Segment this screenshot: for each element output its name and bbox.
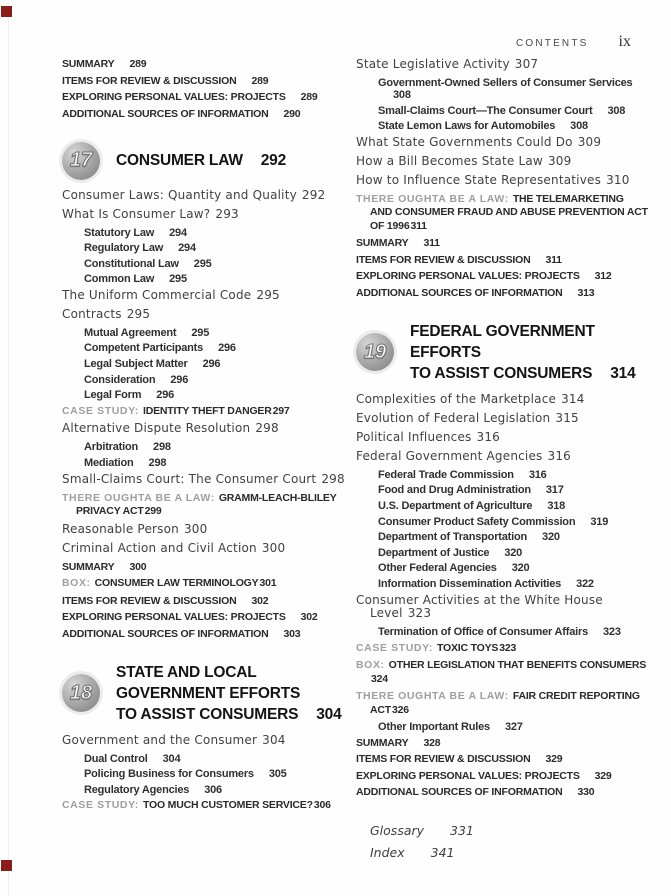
toc-entry [356, 412, 656, 426]
page-number: 303 [283, 627, 301, 640]
page-number: 298 [148, 456, 167, 469]
toc-entry-text: State Legislative Activity [356, 57, 510, 71]
toc-entry [356, 155, 656, 169]
toc-entry [356, 270, 656, 282]
page-number: 293 [215, 206, 239, 221]
toc-entry [356, 753, 656, 765]
toc-entry [62, 208, 350, 222]
toc-entry-text: Criminal Action and Civil Action [62, 540, 257, 555]
toc-entry [356, 737, 656, 749]
toc-entry-text: The Uniform Commercial Code [62, 287, 252, 302]
page-number: 311 [545, 253, 562, 266]
page-number: 289 [251, 74, 269, 87]
page-number: 296 [202, 358, 221, 371]
toc-entry [62, 342, 350, 354]
chapter-title-text: TO ASSIST CONSUMERS [410, 364, 593, 382]
toc-entry-text: Government-Owned Sellers of Consumer Services [378, 77, 633, 89]
toc-entry [356, 547, 656, 559]
page-number: 301 [259, 577, 277, 590]
page-number: 294 [178, 242, 196, 255]
page-number: 318 [547, 499, 566, 512]
toc-column-right [356, 58, 656, 868]
page-number: 319 [590, 515, 609, 528]
toc-entry-text: Federal Government Agencies [356, 448, 543, 463]
backmatter-title: Index [370, 845, 405, 861]
page-number: 329 [545, 753, 563, 766]
toc-entry-text: Small-Claims Court—The Consumer Court [378, 104, 593, 117]
page-number: 290 [283, 107, 301, 120]
toc-entry-text: IDENTITY THEFT DANGER [143, 404, 272, 417]
toc-entry [62, 523, 350, 537]
contents-running-head: CONTENTS [515, 38, 589, 49]
page-number: 323 [499, 641, 517, 654]
backmatter-title: Glossary [370, 823, 425, 839]
toc-entry-text: Consumer Laws: Quantity and Quality [62, 187, 297, 202]
toc-entry-text: ITEMS FOR REVIEW & DISCUSSION [356, 253, 531, 266]
toc-entry [62, 258, 350, 270]
toc-entry [356, 237, 656, 249]
toc-entry [62, 108, 350, 120]
toc-entry [62, 308, 350, 322]
toc-entry-text: Consideration [84, 373, 156, 386]
toc-entry [62, 561, 350, 573]
page-number: 314 [610, 364, 636, 382]
toc-entry-labeled [356, 659, 656, 686]
folio-page-number: ix [618, 33, 631, 50]
toc-entry [62, 734, 350, 748]
chapter-title [116, 662, 342, 725]
page-number: 296 [218, 342, 236, 355]
page-number: 322 [576, 577, 594, 590]
toc-entry-text: Other Important Rules [378, 721, 490, 734]
page-number: 309 [547, 153, 572, 168]
section-label: BOX: [356, 659, 385, 672]
toc-entry-text: Small-Claims Court: The Consumer Court [62, 471, 317, 486]
toc-entry-labeled [356, 690, 656, 717]
chapter-title-text: GOVERNMENT EFFORTS [116, 684, 301, 702]
toc-entry-labeled [62, 577, 350, 591]
corner-mark-bottom [1, 860, 12, 871]
toc-entry-text: THE TELEMARKETING [512, 192, 624, 205]
chapter-number-badge [62, 142, 100, 180]
toc-entry [62, 374, 350, 386]
toc-entry-text: TOO MUCH CUSTOMER SERVICE? [143, 799, 313, 812]
chapter-title-text: FEDERAL GOVERNMENT EFFORTS [410, 322, 595, 361]
toc-entry [62, 457, 350, 469]
toc-entry-text: State Lemon Laws for Automobiles [378, 120, 556, 133]
toc-entry-text: Government and the Consumer [62, 732, 258, 747]
page-number: 304 [262, 732, 286, 747]
toc-entry-text: How to Influence State Representatives [356, 172, 602, 187]
toc-entry-text: AND CONSUMER FRAUD AND ABUSE PREVENTION ACT [370, 206, 648, 219]
chapter-number-badge [62, 674, 100, 712]
toc-entry-text: EXPLORING PERSONAL VALUES: PROJECTS [356, 769, 580, 782]
page-number: 316 [547, 448, 572, 463]
toc-entry-text: Other Federal Agencies [378, 562, 497, 575]
toc-entry-text: SUMMARY [356, 237, 409, 250]
toc-entry-text: Legal Form [84, 389, 142, 402]
chapter-heading-17 [62, 142, 350, 180]
toc-entry [356, 120, 656, 132]
page-number: 292 [260, 152, 287, 169]
toc-column-left [62, 58, 350, 817]
page-number: 299 [144, 505, 162, 518]
chapter-title-text: STATE AND LOCAL [116, 663, 257, 681]
page-number: 298 [153, 441, 171, 454]
toc-entry [62, 422, 350, 436]
page-number: 324 [371, 672, 388, 685]
toc-entry [356, 105, 656, 117]
toc-entry-text: Mutual Agreement [84, 326, 177, 339]
toc-entry [62, 595, 350, 607]
page-number: 296 [156, 389, 175, 402]
chapter-title [116, 150, 286, 171]
toc-entry-text: ITEMS FOR REVIEW & DISCUSSION [62, 594, 237, 607]
section-label: THERE OUGHTA BE A LAW: [62, 491, 215, 504]
toc-entry-text: Contracts [62, 306, 122, 321]
page-number: 311 [423, 237, 440, 250]
toc-entry-text: SUMMARY [356, 736, 409, 749]
toc-entry-text: Information Dissemination Activities [378, 577, 562, 590]
toc-entry [356, 431, 656, 445]
toc-entry-text: Regulatory Law [84, 242, 164, 255]
page-number: 294 [169, 226, 187, 239]
toc-entry [62, 542, 350, 556]
page-number: 320 [504, 546, 523, 559]
toc-entry-text: Department of Justice [378, 546, 490, 559]
toc-entry [62, 628, 350, 640]
toc-entry [62, 768, 350, 780]
toc-entry [62, 389, 350, 401]
page-number: 315 [555, 410, 579, 425]
page-header [516, 33, 631, 51]
page-number: 297 [272, 404, 290, 417]
toc-entry-text: Termination of Office of Consumer Affairs [378, 626, 588, 639]
toc-entry-text: Political Influences [356, 429, 472, 444]
chapter-title-text: CONSUMER LAW [116, 152, 243, 169]
chapter-title [410, 321, 656, 384]
toc-entry [356, 594, 656, 621]
toc-entry [62, 358, 350, 370]
toc-entry [62, 75, 350, 87]
toc-entry-labeled [62, 405, 350, 419]
toc-entry-text: Federal Trade Commission [378, 468, 514, 481]
toc-entry-text: Consumer Product Safety Commission [378, 515, 576, 528]
toc-entry [356, 578, 656, 590]
page-number: 330 [577, 786, 595, 799]
toc-entry-text: Evolution of Federal Legislation [356, 410, 551, 425]
section-label: CASE STUDY: [356, 641, 433, 654]
toc-entry-text: Complexities of the Marketplace [356, 391, 557, 406]
toc-entry-text: Common Law [84, 273, 155, 286]
toc-entry-text: ACT [370, 703, 391, 716]
page-number: 304 [316, 705, 342, 723]
toc-entry [356, 254, 656, 266]
toc-entry [356, 393, 656, 407]
toc-entry [356, 770, 656, 782]
toc-entry-text: CONSUMER LAW TERMINOLOGY [94, 577, 259, 590]
page-number: 289 [300, 91, 318, 103]
section-label: THERE OUGHTA BE A LAW: [356, 192, 509, 205]
toc-entry [356, 516, 656, 528]
toc-entry [62, 242, 350, 254]
section-label: CASE STUDY: [62, 799, 139, 812]
page-number: 328 [423, 736, 441, 749]
page-number: 298 [321, 471, 345, 486]
toc-entry [356, 136, 656, 150]
toc-entry-text: Regulatory Agencies [84, 783, 190, 796]
toc-entry [62, 58, 350, 70]
chapter-number-badge [356, 333, 394, 371]
page-number: 304 [162, 752, 181, 765]
toc-entry-labeled [356, 642, 656, 656]
toc-entry-text: Constitutional Law [84, 257, 179, 270]
toc-entry [356, 469, 656, 481]
page-number: 302 [251, 594, 269, 607]
toc-entry-text: Level [370, 606, 403, 621]
toc-entry-text: ADDITIONAL SOURCES OF INFORMATION [62, 627, 269, 640]
section-label: BOX: [62, 577, 91, 590]
page-number: 295 [191, 326, 210, 339]
page-number: 341 [430, 845, 455, 861]
page-number: 295 [126, 306, 151, 321]
toc-entry [356, 786, 656, 798]
toc-entry-text: SUMMARY [62, 58, 115, 70]
page-number: 316 [528, 468, 547, 481]
section-label: CASE STUDY: [62, 404, 139, 417]
toc-entry [356, 450, 656, 464]
toc-entry-text: Mediation [84, 456, 134, 469]
toc-entry [356, 77, 656, 101]
toc-entry [62, 784, 350, 796]
toc-entry [62, 273, 350, 285]
toc-entry-text: Consumer Activities at the White House [356, 592, 603, 607]
page-number: 300 [183, 521, 208, 536]
page-number: 329 [594, 769, 612, 782]
page-number: 320 [542, 531, 560, 544]
toc-entry [356, 531, 656, 543]
toc-entry-text: Arbitration [84, 441, 139, 454]
page-number: 309 [577, 134, 602, 149]
toc-entry-text: EXPLORING PERSONAL VALUES: PROJECTS [62, 91, 286, 103]
section-label: THERE OUGHTA BE A LAW: [356, 690, 509, 703]
page-number: 313 [577, 286, 595, 299]
toc-entry [356, 562, 656, 574]
chapter-number: 17 [69, 149, 93, 171]
toc-entry-text: OF 1996 [370, 219, 410, 232]
toc-entry [356, 721, 656, 733]
page-number: 312 [594, 270, 612, 283]
page-number: 300 [261, 540, 286, 555]
toc-entry [356, 58, 656, 72]
toc-entry-text: GRAMM-LEACH-BLILEY [218, 491, 337, 504]
toc-entry-text: SUMMARY [62, 560, 115, 573]
toc-entry [62, 91, 350, 103]
toc-entry-text: TOXIC TOYS [437, 641, 499, 654]
page-number: 320 [511, 562, 530, 575]
corner-mark-top [1, 6, 12, 17]
page-number: 295 [169, 273, 187, 286]
scan-edge-line [8, 0, 9, 896]
toc-entry-text: Reasonable Person [62, 521, 179, 536]
toc-entry-text: How a Bill Becomes State Law [356, 153, 543, 168]
toc-entry-text: ADDITIONAL SOURCES OF INFORMATION [62, 107, 269, 120]
toc-entry-text: Department of Transportation [378, 531, 528, 544]
page-number: 306 [204, 783, 222, 796]
page-number: 311 [410, 219, 427, 232]
toc-entry-text: FAIR CREDIT REPORTING [512, 690, 640, 703]
chapter-title-text: TO ASSIST CONSUMERS [116, 705, 299, 723]
page-number: 317 [545, 484, 564, 497]
page-number: 308 [393, 89, 411, 101]
page-number: 308 [570, 120, 588, 133]
page-number: 289 [129, 58, 147, 70]
toc-entry [62, 327, 350, 339]
backmatter-entry [356, 824, 656, 838]
toc-entry [62, 611, 350, 623]
toc-entry-text: ADDITIONAL SOURCES OF INFORMATION [356, 286, 563, 299]
page-number: 298 [255, 421, 279, 436]
page-number: 308 [607, 104, 626, 117]
toc-entry-text: Competent Participants [84, 342, 204, 355]
toc-entry [356, 174, 656, 188]
backmatter-entry [356, 846, 656, 860]
toc-entry-labeled [62, 492, 350, 519]
toc-entry-text: EXPLORING PERSONAL VALUES: PROJECTS [356, 270, 580, 283]
page-number: 326 [391, 703, 409, 716]
chapter-heading-19 [356, 321, 656, 384]
page-number: 310 [606, 172, 630, 187]
toc-entry-text: Alternative Dispute Resolution [62, 421, 251, 436]
toc-entry [62, 227, 350, 239]
page-number: 307 [514, 57, 539, 71]
toc-entry-labeled [356, 193, 656, 234]
page-number: 323 [407, 606, 432, 621]
page-number: 323 [603, 626, 621, 639]
toc-entry-labeled [62, 799, 350, 813]
toc-entry-text: ADDITIONAL SOURCES OF INFORMATION [356, 786, 563, 799]
page-number: 295 [256, 287, 280, 302]
chapter-number: 19 [363, 340, 387, 363]
toc-entry [62, 753, 350, 765]
toc-entry-text: Legal Subject Matter [84, 358, 188, 371]
page-number: 305 [268, 768, 287, 781]
toc-entry-text: U.S. Department of Agriculture [378, 499, 533, 512]
page-number: 292 [301, 187, 326, 202]
toc-entry [356, 287, 656, 299]
toc-entry [62, 441, 350, 453]
chapter-number: 18 [69, 681, 93, 704]
toc-entry-text: OTHER LEGISLATION THAT BENEFITS CONSUMERS [388, 659, 647, 672]
toc-entry [356, 484, 656, 496]
toc-entry-text: Statutory Law [84, 226, 155, 239]
toc-entry-text: ITEMS FOR REVIEW & DISCUSSION [62, 74, 237, 87]
toc-entry [356, 500, 656, 512]
toc-entry [356, 626, 656, 638]
chapter-heading-18 [62, 662, 350, 725]
page-number: 300 [129, 560, 147, 573]
toc-entry [62, 473, 350, 487]
page-number: 316 [476, 429, 501, 444]
toc-entry-text: Food and Drug Administration [378, 484, 531, 497]
toc-entry-text: PRIVACY ACT [76, 505, 144, 518]
toc-entry-text: EXPLORING PERSONAL VALUES: PROJECTS [62, 611, 286, 624]
toc-entry-text: ITEMS FOR REVIEW & DISCUSSION [356, 753, 531, 766]
toc-entry-text: What State Governments Could Do [356, 134, 573, 149]
toc-entry [62, 189, 350, 203]
toc-entry-text: What Is Consumer Law? [62, 206, 211, 221]
toc-entry-text: Dual Control [84, 752, 148, 765]
page-number: 314 [561, 391, 585, 406]
toc-entry-text: Policing Business for Consumers [84, 768, 254, 781]
toc-entry [62, 289, 350, 303]
page-number: 327 [504, 721, 523, 734]
page-number: 302 [300, 611, 318, 624]
page-number: 331 [450, 823, 474, 839]
page-number: 296 [170, 373, 189, 386]
page-number: 295 [193, 257, 212, 270]
page-number: 306 [313, 799, 331, 812]
